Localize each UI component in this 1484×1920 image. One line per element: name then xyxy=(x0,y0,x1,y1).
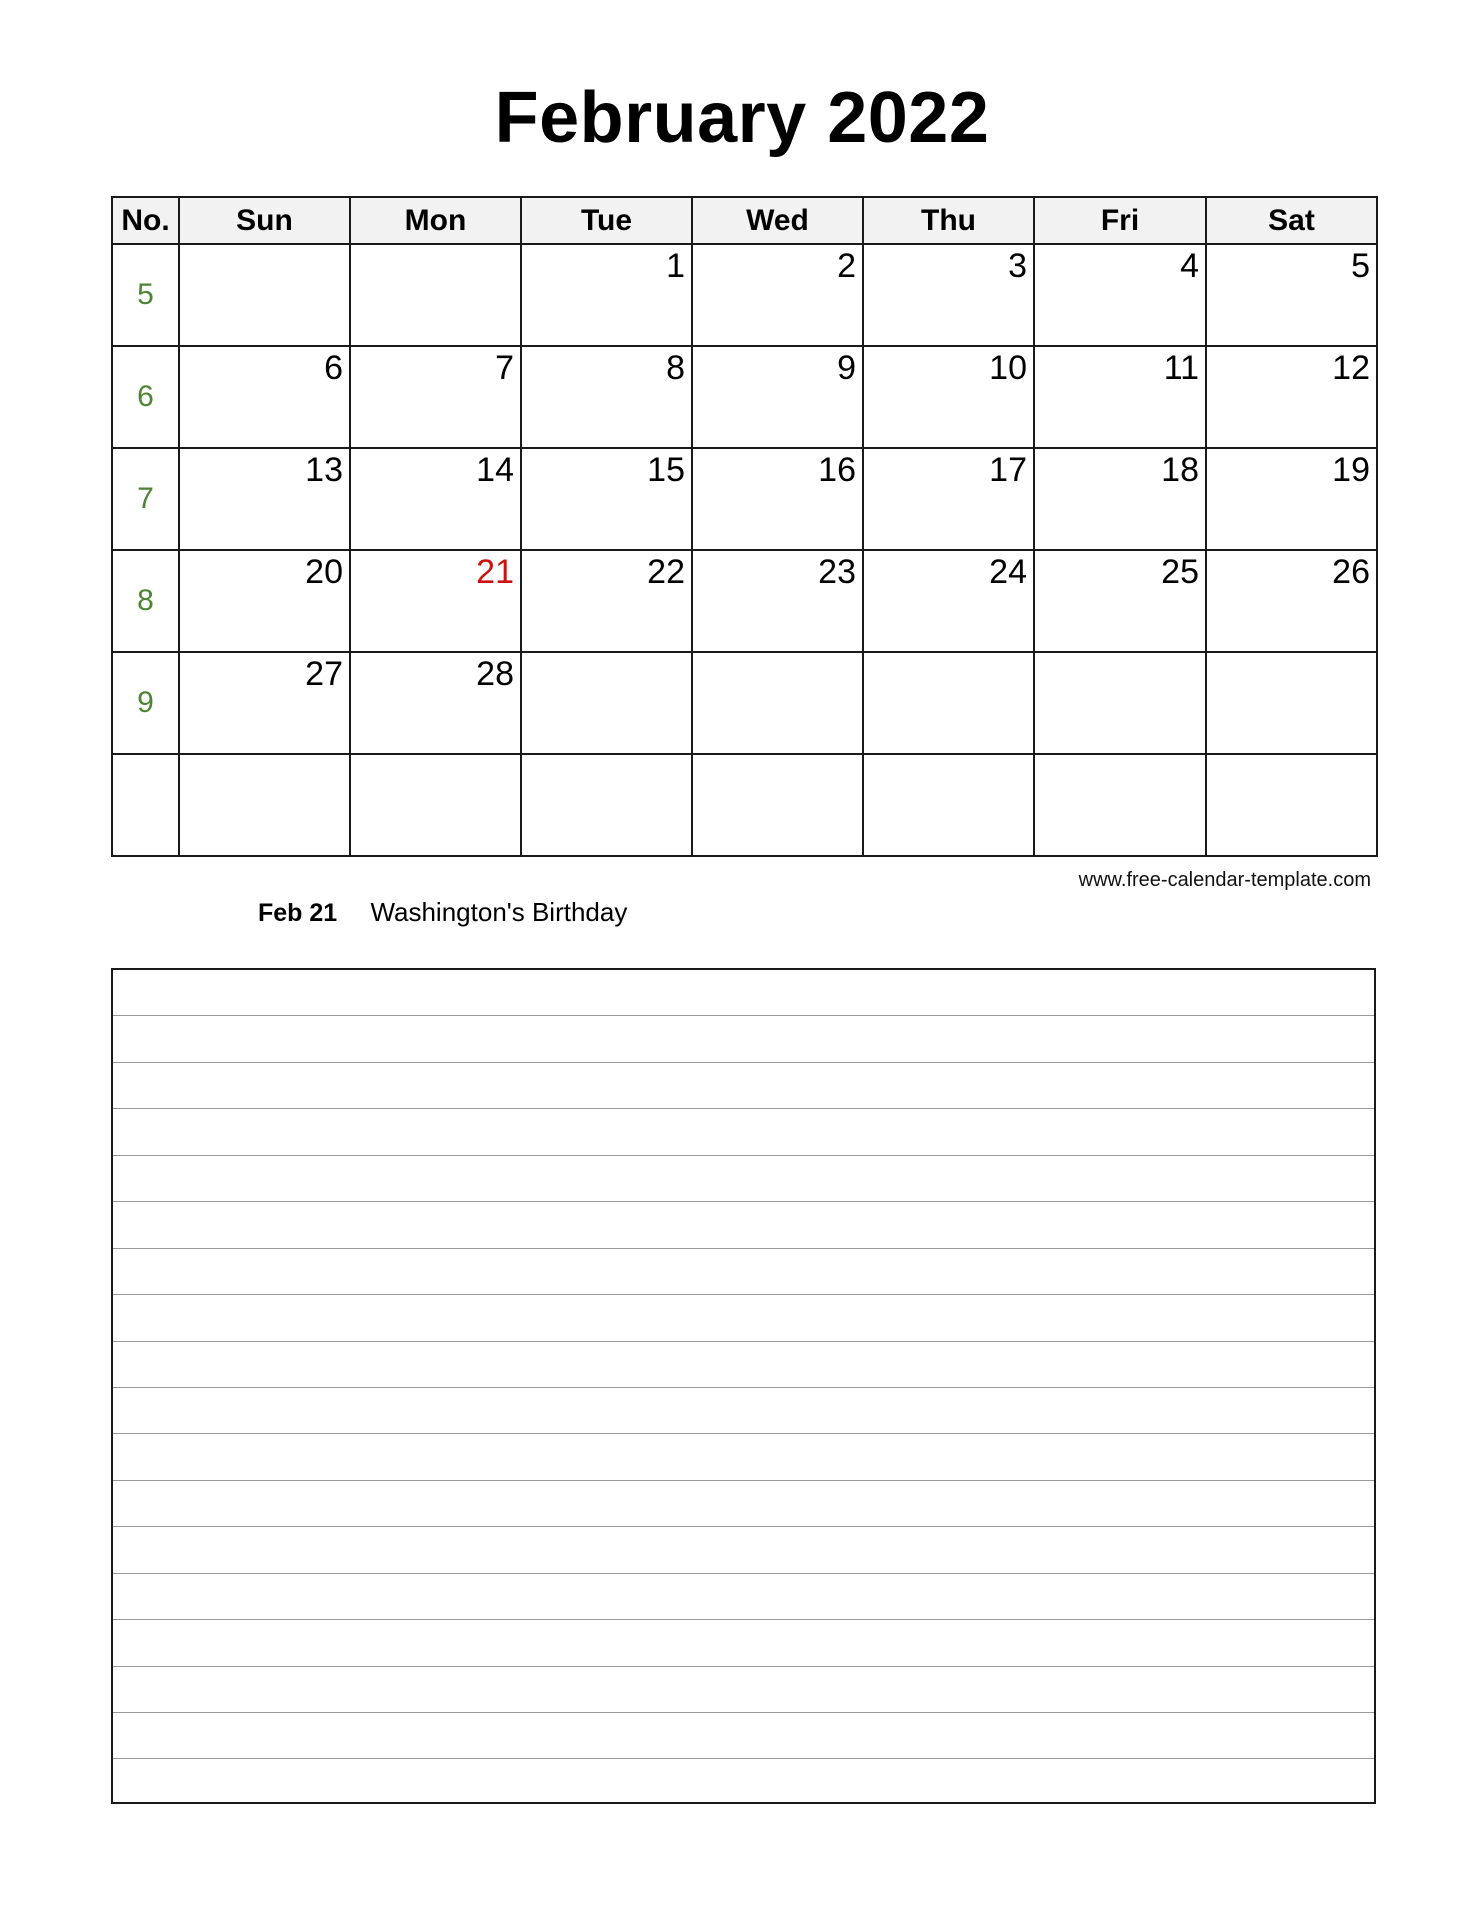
day-cell[interactable] xyxy=(1206,346,1377,448)
day-number xyxy=(693,653,862,657)
day-cell[interactable] xyxy=(863,244,1034,346)
day-number xyxy=(351,755,520,759)
day-cell[interactable] xyxy=(692,550,863,652)
day-number: 7 xyxy=(495,349,514,387)
day-number xyxy=(864,653,1033,657)
day-cell[interactable] xyxy=(1034,754,1206,856)
day-number: 25 xyxy=(1161,553,1199,591)
header-thu: Thu xyxy=(863,197,1034,244)
day-cell[interactable] xyxy=(350,652,521,754)
day-cell[interactable] xyxy=(521,754,692,856)
day-cell[interactable] xyxy=(521,652,692,754)
day-number: 17 xyxy=(989,451,1027,489)
day-cell[interactable] xyxy=(521,550,692,652)
header-mon: Mon xyxy=(350,197,521,244)
day-cell[interactable] xyxy=(521,346,692,448)
day-cell[interactable] xyxy=(521,448,692,550)
day-number xyxy=(351,245,520,249)
day-cell[interactable] xyxy=(179,652,350,754)
day-number: 23 xyxy=(818,553,856,591)
week-row xyxy=(112,652,1377,754)
day-number xyxy=(180,245,349,249)
note-line[interactable] xyxy=(113,970,1374,1016)
day-number: 12 xyxy=(1332,349,1370,387)
note-line[interactable] xyxy=(113,1527,1374,1573)
note-line[interactable] xyxy=(113,1713,1374,1759)
website-credit: www.free-calendar-template.com xyxy=(1078,869,1371,891)
weekday-header-row xyxy=(112,197,1377,244)
header-wed: Wed xyxy=(692,197,863,244)
header-fri: Fri xyxy=(1034,197,1206,244)
day-number xyxy=(693,755,862,759)
day-number: 28 xyxy=(476,655,514,693)
day-cell[interactable] xyxy=(350,754,521,856)
day-cell[interactable] xyxy=(1206,754,1377,856)
holiday-list-item xyxy=(258,896,627,929)
day-cell[interactable] xyxy=(179,244,350,346)
week-row xyxy=(112,754,1377,856)
day-cell[interactable] xyxy=(692,754,863,856)
calendar-grid xyxy=(111,196,1378,857)
header-tue: Tue xyxy=(521,197,692,244)
day-cell[interactable] xyxy=(1206,448,1377,550)
day-cell[interactable] xyxy=(179,448,350,550)
day-cell[interactable] xyxy=(350,550,521,652)
note-line[interactable] xyxy=(113,1481,1374,1527)
day-number: 6 xyxy=(324,349,343,387)
note-line[interactable] xyxy=(113,1156,1374,1202)
day-number: 26 xyxy=(1332,553,1370,591)
week-number: 7 xyxy=(112,448,179,550)
day-cell[interactable] xyxy=(1034,346,1206,448)
day-cell[interactable] xyxy=(1034,652,1206,754)
holiday-date: Feb 21 xyxy=(258,899,338,927)
note-line[interactable] xyxy=(113,1434,1374,1480)
day-cell[interactable] xyxy=(179,550,350,652)
note-line[interactable] xyxy=(113,1202,1374,1248)
day-number xyxy=(1035,653,1205,657)
day-cell[interactable] xyxy=(1034,244,1206,346)
note-line[interactable] xyxy=(113,1016,1374,1062)
day-number: 18 xyxy=(1161,451,1199,489)
week-number xyxy=(112,754,179,856)
week-row xyxy=(112,550,1377,652)
day-cell[interactable] xyxy=(1034,448,1206,550)
day-number xyxy=(180,755,349,759)
note-line[interactable] xyxy=(113,1109,1374,1155)
day-cell[interactable] xyxy=(863,754,1034,856)
day-number: 16 xyxy=(818,451,856,489)
note-line[interactable] xyxy=(113,1759,1374,1805)
day-number: 27 xyxy=(305,655,343,693)
holiday-day-number: 21 xyxy=(476,553,514,591)
day-number: 13 xyxy=(305,451,343,489)
day-number: 4 xyxy=(1180,247,1199,285)
day-number: 15 xyxy=(647,451,685,489)
day-number xyxy=(1207,755,1376,759)
day-cell[interactable] xyxy=(863,652,1034,754)
day-cell[interactable] xyxy=(1206,550,1377,652)
day-cell[interactable] xyxy=(350,448,521,550)
notes-area[interactable] xyxy=(111,968,1376,1804)
day-cell[interactable] xyxy=(521,244,692,346)
day-cell[interactable] xyxy=(1206,652,1377,754)
day-number: 3 xyxy=(1008,247,1027,285)
day-number: 2 xyxy=(837,247,856,285)
day-number: 5 xyxy=(1351,247,1370,285)
note-line[interactable] xyxy=(113,1667,1374,1713)
day-cell[interactable] xyxy=(179,346,350,448)
day-number: 10 xyxy=(989,349,1027,387)
day-cell[interactable] xyxy=(692,346,863,448)
note-line[interactable] xyxy=(113,1063,1374,1109)
page-title: February 2022 xyxy=(494,78,990,158)
note-line[interactable] xyxy=(113,1249,1374,1295)
day-number xyxy=(864,755,1033,759)
week-row xyxy=(112,448,1377,550)
note-line[interactable] xyxy=(113,1295,1374,1341)
week-number: 6 xyxy=(112,346,179,448)
day-cell[interactable] xyxy=(692,448,863,550)
day-cell[interactable] xyxy=(350,346,521,448)
day-cell[interactable] xyxy=(863,550,1034,652)
note-line[interactable] xyxy=(113,1574,1374,1620)
day-cell[interactable] xyxy=(692,652,863,754)
day-number xyxy=(1035,755,1205,759)
note-line[interactable] xyxy=(113,1620,1374,1666)
day-cell[interactable] xyxy=(350,244,521,346)
note-line[interactable] xyxy=(113,1388,1374,1434)
day-number: 11 xyxy=(1163,349,1199,387)
week-row xyxy=(112,346,1377,448)
day-cell[interactable] xyxy=(863,346,1034,448)
day-number: 9 xyxy=(837,349,856,387)
week-number: 5 xyxy=(112,244,179,346)
day-cell[interactable] xyxy=(179,754,350,856)
day-number: 24 xyxy=(989,553,1027,591)
day-number xyxy=(1207,653,1376,657)
week-number: 9 xyxy=(112,652,179,754)
day-cell[interactable] xyxy=(1034,550,1206,652)
header-sun: Sun xyxy=(179,197,350,244)
holiday-name: Washington's Birthday xyxy=(370,897,628,927)
day-cell[interactable] xyxy=(692,244,863,346)
note-line[interactable] xyxy=(113,1342,1374,1388)
day-number: 19 xyxy=(1332,451,1370,489)
day-cell[interactable] xyxy=(863,448,1034,550)
day-number xyxy=(522,653,691,657)
day-number xyxy=(522,755,691,759)
day-number: 14 xyxy=(476,451,514,489)
day-number: 22 xyxy=(647,553,685,591)
day-number: 1 xyxy=(666,247,685,285)
week-number: 8 xyxy=(112,550,179,652)
day-number: 20 xyxy=(305,553,343,591)
header-sat: Sat xyxy=(1206,197,1377,244)
week-row xyxy=(112,244,1377,346)
day-cell[interactable] xyxy=(1206,244,1377,346)
day-number: 8 xyxy=(666,349,685,387)
header-week-number: No. xyxy=(112,197,179,244)
